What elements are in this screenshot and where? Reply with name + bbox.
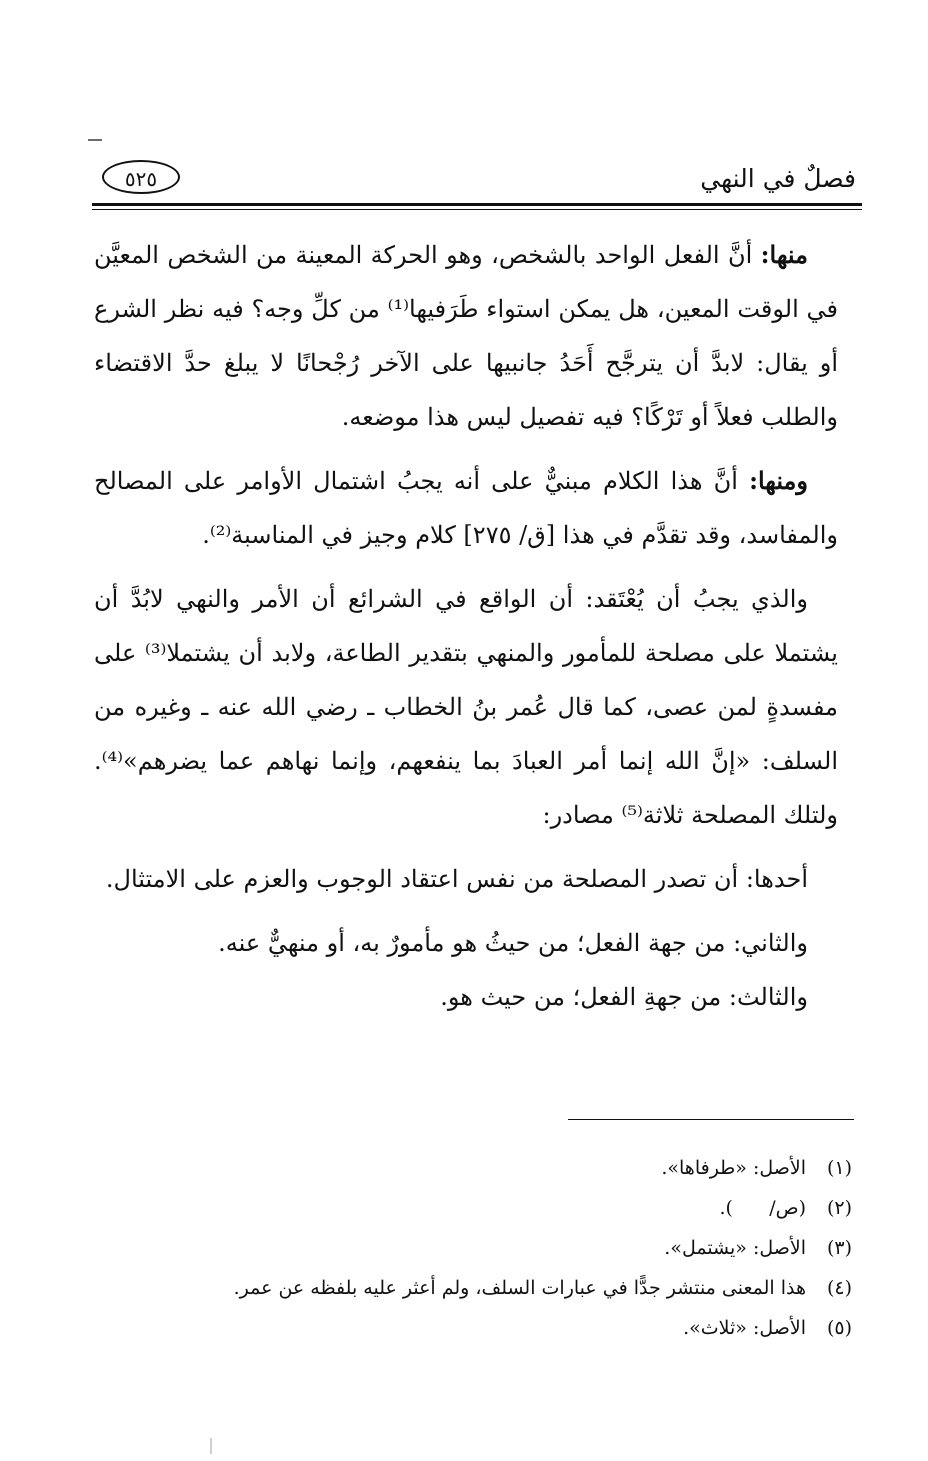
- main-text: [94, 228, 838, 1034]
- footnote-1: [112, 1148, 852, 1188]
- running-header: [92, 160, 862, 208]
- footnote-text: الأصل: «ثلاث».: [683, 1317, 806, 1339]
- paragraph-1-lead: منها:: [760, 240, 808, 269]
- paragraph-2-lead: ومنها:: [749, 466, 808, 495]
- footnote-number: (٢): [826, 1197, 852, 1219]
- footnote-text: هذا المعنى منتشر جدًّا في عبارات السلف، ولم أعثر عليه بلفظه عن عمر.: [233, 1277, 806, 1299]
- paragraph-3: [94, 572, 838, 842]
- paragraph-2: [94, 454, 838, 562]
- footnotes: [112, 1148, 852, 1348]
- page-number: ٥٢٥: [102, 160, 180, 194]
- footnote-2: [112, 1188, 852, 1228]
- footnote-4: [112, 1268, 852, 1308]
- header-rule-thick: [92, 203, 862, 206]
- paragraph-3-text: والذي يجبُ أن يُعْتَقد: أن الواقع في الشرائع أن الأمر والنهي لابُدَّ أن يشتملا على مصلحة للمأمور والمنهي بتقدير الطاعة، ولابد أن يشتملا⁽³⁾ على مفسدةٍ لمن عصى، كما قال عُمر بنُ الخطاب ـ رضي الله عنه ـ وغيره من السلف: «إنَّ الله إنما أمر العبادَ بما ينفعهم، وإنما نهاهم عما يضرهم»⁽⁴⁾. ولتلك المصلحة ثلاثة⁽⁵⁾ مصادر:: [94, 585, 838, 829]
- corner-mark: [88, 139, 102, 141]
- paragraph-4: [94, 852, 838, 906]
- footnote-number: (٣): [826, 1237, 852, 1259]
- paragraph-6: [94, 970, 838, 1024]
- scan-mark: [210, 1438, 212, 1454]
- footnote-number: (١): [826, 1157, 852, 1179]
- footnote-3: [112, 1228, 852, 1268]
- footnote-text: (ص/ ).: [719, 1197, 806, 1219]
- paragraph-1-text: أنَّ الفعل الواحد بالشخص، وهو الحركة المعينة من الشخص المعيَّن في الوقت المعين، هل يمكن استواء طَرَفيها⁽¹⁾ من كلِّ وجه؟ فيه نظر الشرع أو يقال: لابدَّ أن يترجَّح أَحَدُ جانبيها على الآخر رُجْحانًا لا يبلغ حدَّ الاقتضاء والطلب فعلاً أو تَرْكًا؟ فيه تفصيل ليس هذا موضعه.: [94, 241, 838, 431]
- footnote-text: الأصل: «يشتمل».: [664, 1237, 806, 1259]
- paragraph-5: [94, 916, 838, 970]
- paragraph-1: [94, 228, 838, 444]
- paragraph-6-text: والثالث: من جهةِ الفعل؛ من حيث هو.: [440, 983, 808, 1011]
- paragraph-5-text: والثاني: من جهة الفعل؛ من حيثُ هو مأمورٌ به، أو منهيٌّ عنه.: [218, 929, 808, 957]
- chapter-title: فصلٌ في النهي: [700, 164, 856, 193]
- header-rule-thin: [92, 209, 862, 210]
- footnote-text: الأصل: «طرفاها».: [661, 1157, 806, 1179]
- footnote-separator: [568, 1119, 854, 1120]
- paragraph-2-text: أنَّ هذا الكلام مبنيٌّ على أنه يجبُ اشتمال الأوامر على المصالح والمفاسد، وقد تقدَّم في هذا [ق/ ٢٧٥] كلام وجيز في المناسبة⁽²⁾.: [94, 467, 838, 549]
- footnote-number: (٥): [826, 1317, 852, 1339]
- footnote-5: [112, 1308, 852, 1348]
- paragraph-4-text: أحدها: أن تصدر المصلحة من نفس اعتقاد الوجوب والعزم على الامتثال.: [105, 865, 808, 893]
- footnote-number: (٤): [826, 1277, 852, 1299]
